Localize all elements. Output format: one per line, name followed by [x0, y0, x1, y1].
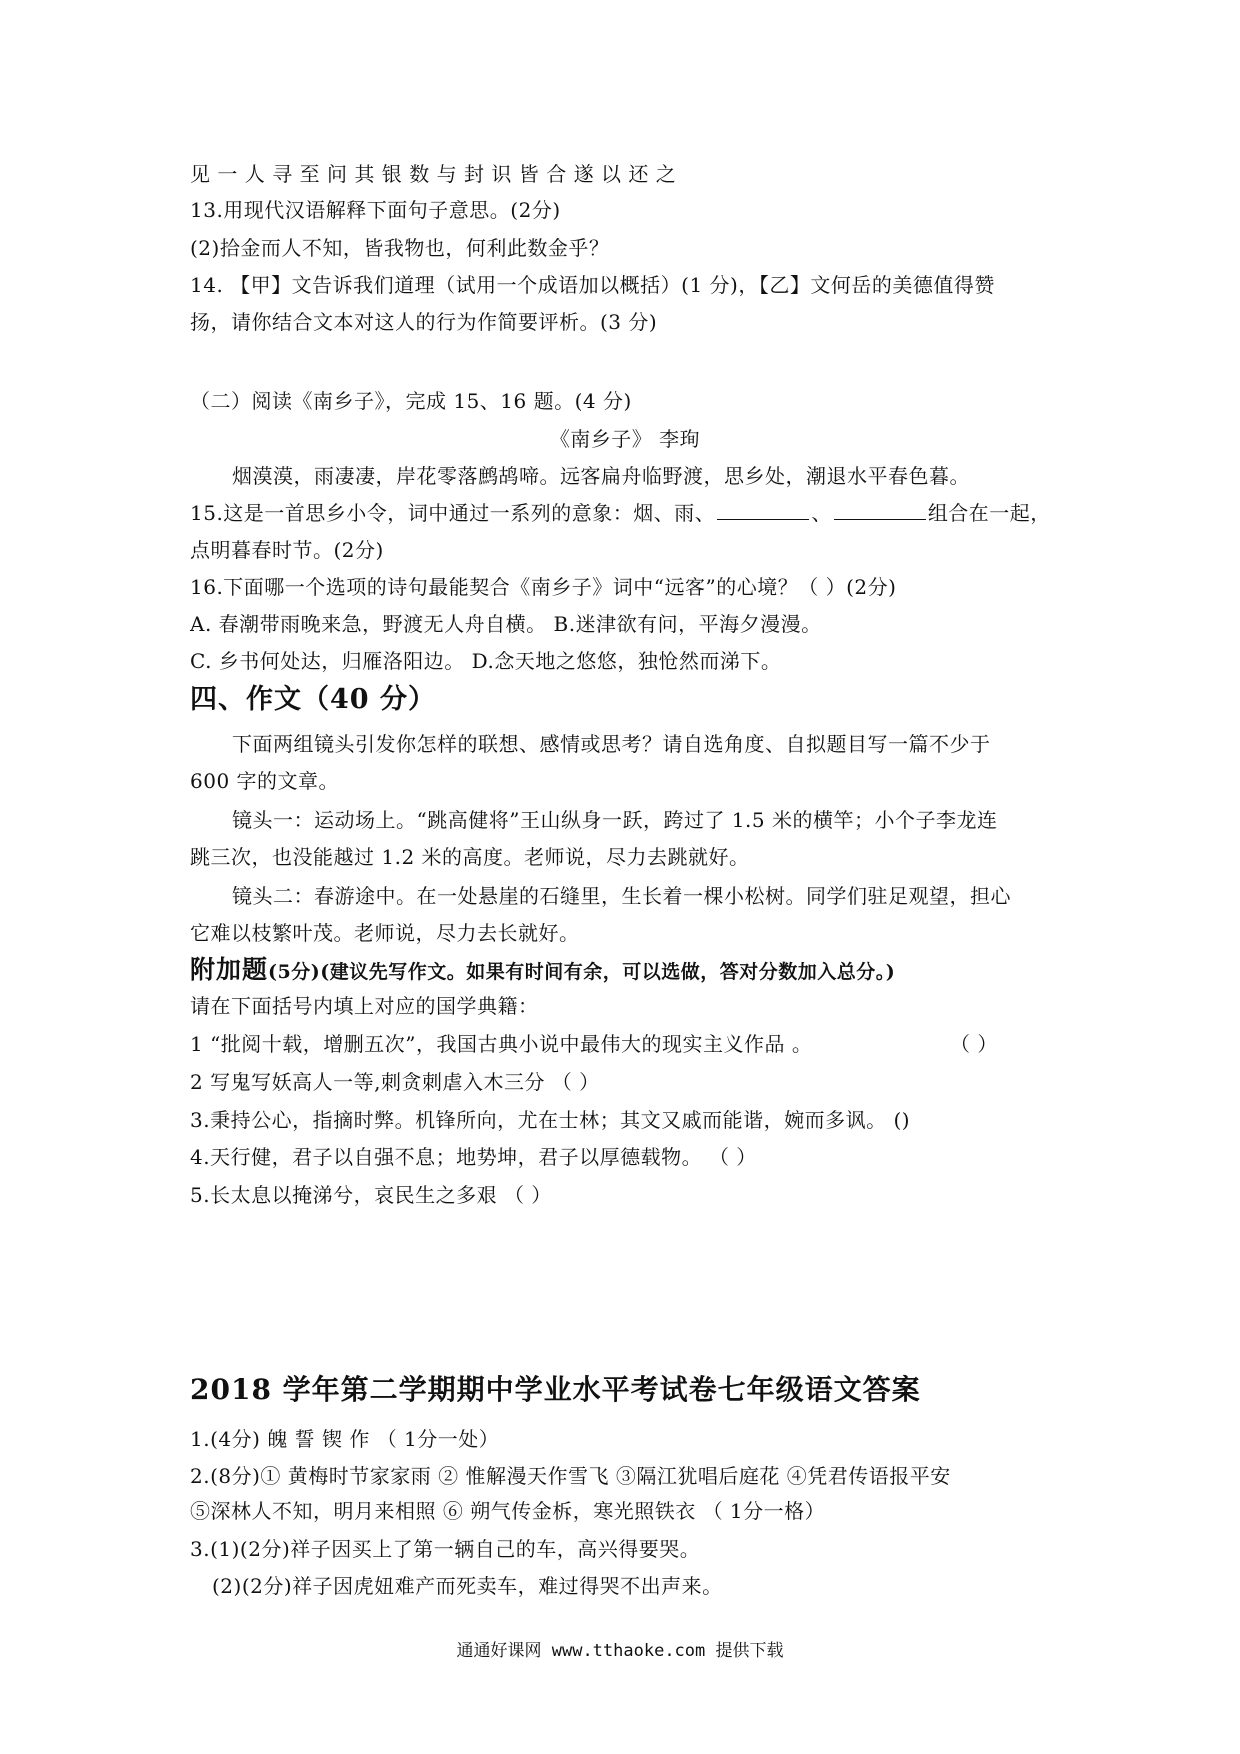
page-footer: 通通好课网 www.tthaoke.com 提供下载: [456, 1641, 784, 1661]
essay-prompt-line-2: 600 字的文章。: [190, 769, 340, 793]
question-13-part-2: (2)拾金而人不知，皆我物也，何利此数金乎？: [190, 236, 610, 260]
bonus-item-1-blank[interactable]: （ ）: [950, 1032, 998, 1056]
answer-2-line-2: ⑤深林人不知，明月来相照 ⑥ 朔气传金柝，寒光照铁衣 （ 1分一格）: [190, 1499, 826, 1523]
question-16-options-ab: A. 春潮带雨晚来急，野渡无人舟自横。 B.迷津欲有问，平海夕漫漫。: [190, 612, 822, 636]
shot-2-line-1: 镜头二：春游途中。在一处悬崖的石缝里，生长着一棵小松树。同学们驻足观望，担心: [232, 884, 1011, 908]
answer-blank-1[interactable]: [717, 499, 809, 520]
answer-1: 1.(4分) 魄 誓 锲 作 （ 1分一处）: [190, 1427, 500, 1451]
question-15-text-end: 组合在一起，: [927, 501, 1051, 525]
bonus-item-2: 2 写鬼写妖高人一等,刺贪刺虐入木三分 （ ）: [190, 1070, 600, 1094]
bonus-item-3: 3.秉持公心，指摘时弊。机锋所向，尤在士林；其文又戚而能谐，婉而多讽。 (): [190, 1108, 911, 1132]
poem-title: 《南乡子》 李珣: [549, 427, 701, 451]
bonus-item-5: 5.长太息以掩涕兮，哀民生之多艰 （ ）: [190, 1183, 552, 1207]
section-4-heading: 四、作文（40 分）: [190, 684, 436, 715]
answer-3-part-2: (2)(2分)祥子因虎妞难产而死卖车，难过得哭不出声来。: [212, 1574, 723, 1598]
shot-1-line-1: 镜头一：运动场上。“跳高健将”王山纵身一跃，跨过了 1.5 米的横竿；小个子李龙连: [232, 808, 998, 832]
answer-blank-2[interactable]: [834, 499, 926, 520]
answer-3-part-1: 3.(1)(2分)祥子因买上了第一辆自己的车，高兴得要哭。: [190, 1537, 701, 1561]
poem-body: 烟漠漠，雨凄凄，岸花零落鹧鸪啼。远客扁舟临野渡，思乡处，潮退水平春色暮。: [232, 464, 970, 488]
bonus-heading: [190, 952, 1060, 988]
essay-prompt-line-1: 下面两组镜头引发你怎样的联想、感情或思考？请自选角度、自拟题目写一篇不少于: [232, 732, 991, 756]
question-14-line-1: 14. 【甲】文告诉我们道理（试用一个成语加以概括）(1 分)，【乙】文何岳的美德值得赞: [190, 273, 995, 297]
question-15-text: 15.这是一首思乡小令，词中通过一系列的意象：烟、雨、: [190, 501, 716, 525]
section-2-heading: （二）阅读《南乡子》，完成 15、16 题。(4 分): [190, 389, 632, 413]
classical-text-line: 见一人寻至问其银数与封识皆合遂以还之: [190, 162, 684, 186]
question-16-options-cd: C. 乡书何处达，归雁洛阳边。 D.念天地之悠悠，独怆然而涕下。: [190, 649, 782, 673]
bonus-intro: 请在下面括号内填上对应的国学典籍：: [190, 994, 539, 1018]
question-16: 16.下面哪一个选项的诗句最能契合《南乡子》词中“远客”的心境？（ ）(2分): [190, 575, 897, 599]
bonus-title: 附加题: [190, 955, 269, 984]
bonus-note: (5分)(建议先写作文。如果有时间有余，可以选做，答对分数加入总分。): [268, 961, 896, 983]
shot-2-line-2: 它难以枝繁叶茂。老师说，尽力去长就好。: [190, 921, 580, 945]
question-13: 13.用现代汉语解释下面句子意思。(2分): [190, 198, 561, 222]
question-14-line-2: 扬，请你结合文本对这人的行为作简要评析。(3 分): [190, 310, 658, 334]
shot-1-line-2: 跳三次，也没能越过 1.2 米的高度。老师说，尽力去跳就好。: [190, 845, 750, 869]
answer-2-line-1: 2.(8分)① 黄梅时节家家雨 ② 惟解漫天作雪飞 ③隔江犹唱后庭花 ④凭君传语报平安: [190, 1464, 951, 1488]
bonus-item-1-text: 1 “批阅十载，增删五次”，我国古典小说中最伟大的现实主义作品 。: [190, 1032, 813, 1056]
question-15-line-1: [190, 499, 1060, 527]
bonus-item-4: 4.天行健，君子以自强不息；地势坤，君子以厚德载物。 （ ）: [190, 1145, 757, 1169]
question-15-line-2: 点明暮春时节。(2分): [190, 538, 384, 562]
bonus-item-1: [190, 1030, 1060, 1058]
question-15-separator: 、: [811, 501, 832, 525]
answer-key-title: 2018 学年第二学期期中学业水平考试卷七年级语文答案: [190, 1373, 921, 1406]
